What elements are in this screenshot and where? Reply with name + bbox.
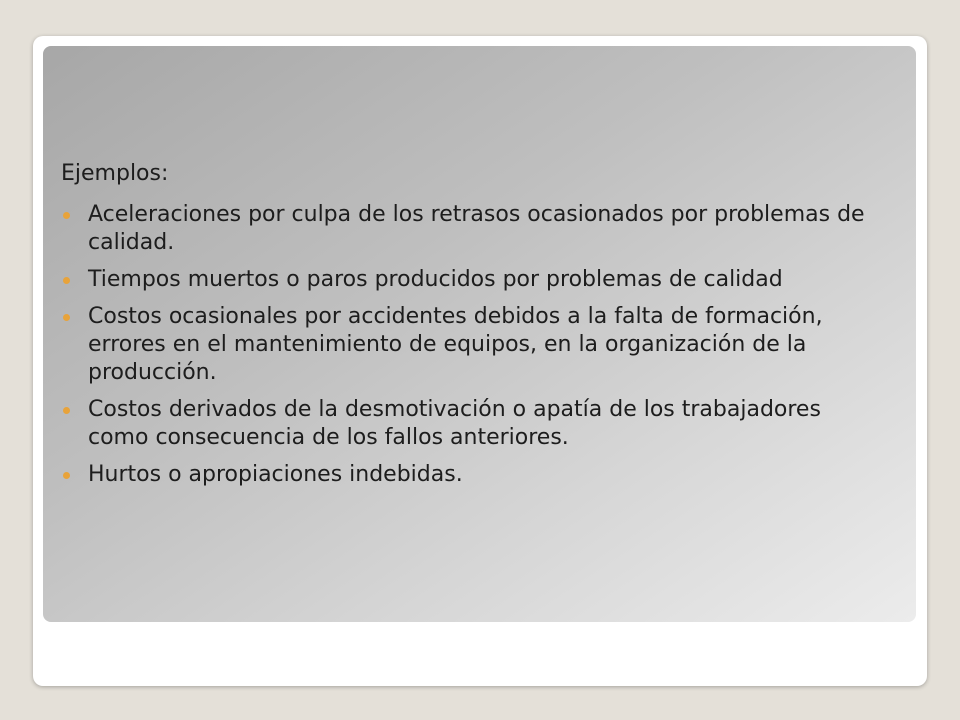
content-panel	[43, 46, 916, 622]
slide-frame	[33, 36, 927, 686]
list-item	[61, 303, 871, 387]
slide-body	[61, 160, 871, 498]
list-item	[61, 396, 871, 452]
bullet-icon	[63, 407, 70, 414]
bullet-text: Aceleraciones por culpa de los retrasos ocasionados por problemas de calidad.	[88, 202, 865, 255]
bullet-icon	[63, 472, 70, 479]
bullet-text: Costos derivados de la desmotivación o apatía de los trabajadores como consecuencia de los fallos anteriores.	[88, 397, 821, 450]
bullet-text: Hurtos o apropiaciones indebidas.	[88, 462, 463, 487]
bullet-text: Costos ocasionales por accidentes debidos a la falta de formación, errores en el mantenimiento de equipos, en la organización de la producción.	[88, 304, 823, 385]
list-item	[61, 266, 871, 294]
intro-text: Ejemplos:	[61, 161, 169, 186]
list-item	[61, 461, 871, 489]
bullet-icon	[63, 212, 70, 219]
list-item	[61, 201, 871, 257]
bullet-icon	[63, 314, 70, 321]
bullet-list	[61, 201, 871, 489]
bullet-icon	[63, 277, 70, 284]
bullet-text: Tiempos muertos o paros producidos por problemas de calidad	[88, 267, 783, 292]
